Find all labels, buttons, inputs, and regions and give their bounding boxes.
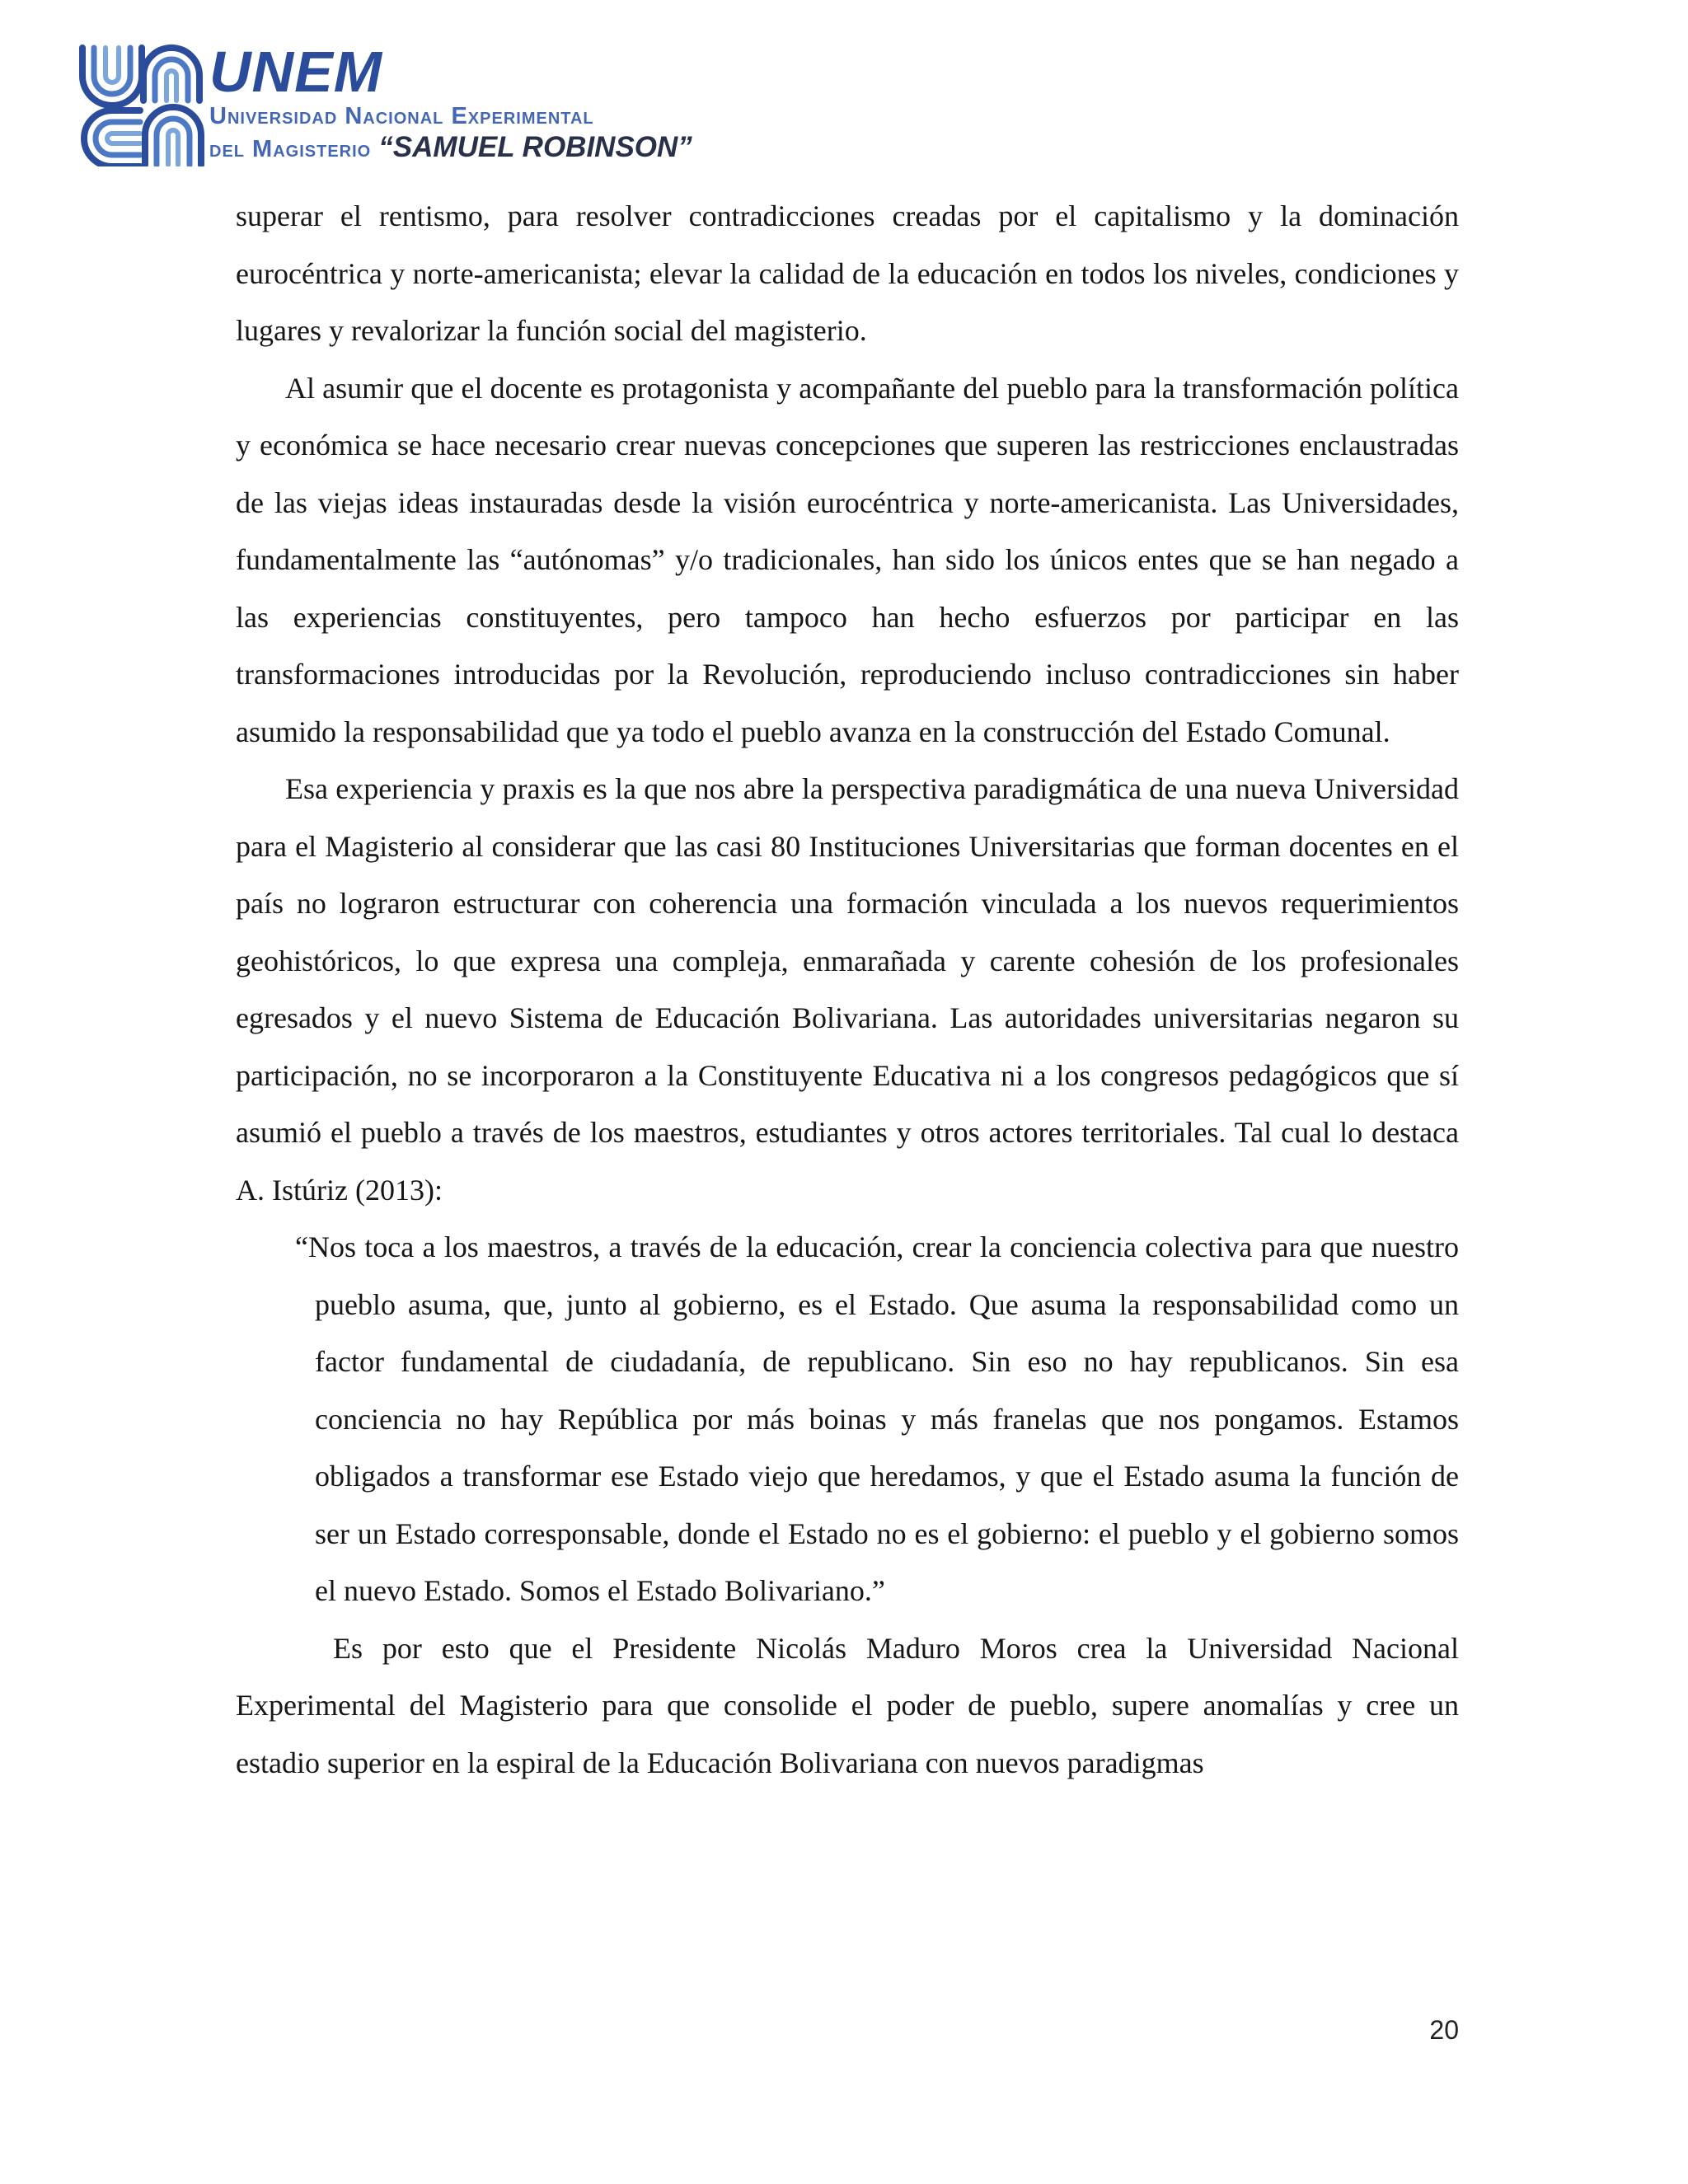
logo-university-subname bbox=[209, 132, 704, 165]
page-number: 20 bbox=[1429, 2015, 1459, 2045]
unem-logo-icon bbox=[76, 43, 208, 166]
paragraph-docente: Al asumir que el docente es protagonista y acompañante del pueblo para la transformación política y económica se hace necesario crear nuevas concepciones que superen las restricciones enclaustradas de las viejas ideas instauradas desde la visión eurocéntrica y norte-americanista. Las Universidades, fundamentalmente las “autónomas” y/o tradicionales, han sido los únicos entes que se han negado a las experiencias constituyentes, pero tampoco han hecho esfuerzos por participar en las transformaciones introducidas por la Revolución, reproduciendo incluso contradicciones sin haber asumido la responsabilidad que ya todo el pueblo avanza en la construcción del Estado Comunal. bbox=[236, 371, 1459, 748]
block-quote: “Nos toca a los maestros, a través de la educación, crear la conciencia colectiva para que nuestro pueblo asuma, que, junto al gobierno, es el Estado. Que asuma la responsabilidad como un factor fundamental de ciudadanía, de republicano. Sin eso no hay republicanos. Sin esa conciencia no hay República por más boinas y más franelas que nos pongamos. Estamos obligados a transformar ese Estado viejo que heredamos, y que el Estado asuma la función de ser un Estado corresponsable, donde el Estado no es el gobierno: el pueblo y el gobierno somos el nuevo Estado. Somos el Estado Bolivariano.” bbox=[295, 1230, 1459, 1607]
document-body bbox=[236, 188, 1459, 1792]
logo-acronym: UNEM bbox=[209, 40, 383, 104]
logo-prefix: del Magisterio bbox=[209, 136, 372, 162]
paragraph-presidente: Es por esto que el Presidente Nicolás Maduro Moros crea la Universidad Nacional Experimental del Magisterio para que consolide el poder de pueblo, supere anomalías y cree un estadio superior en la espiral de la Educación Bolivariana con nuevos paradigmas bbox=[236, 1631, 1459, 1779]
logo-robinson: “SAMUEL ROBINSON” bbox=[378, 131, 692, 163]
logo-wordmark bbox=[209, 40, 704, 165]
paragraph-experiencia: Esa experiencia y praxis es la que nos abre la perspectiva paradigmática de una nueva Universidad para el Magisterio al considerar que las casi 80 Instituciones Universitarias que forman docentes en el país no lograron estructurar con coherencia una formación vinculada a los nuevos requerimientos geohistóricos, lo que expresa una compleja, enmarañada y carente cohesión de los profesionales egresados y el nuevo Sistema de Educación Bolivariana. Las autoridades universitarias negaron su participación, no se incorporaron a la Constituyente Educativa ni a los congresos pedagógicos que sí asumió el pueblo a través de los maestros, estudiantes y otros actores territoriales. Tal cual lo destaca A. Istúriz (2013): bbox=[236, 772, 1459, 1207]
paragraph-continuation: superar el rentismo, para resolver contradicciones creadas por el capitalismo y la dominación eurocéntrica y norte-americanista; elevar la calidad de la educación en todos los niveles, condiciones y lugares y revalorizar la función social del magisterio. bbox=[236, 199, 1459, 347]
page-header bbox=[76, 40, 692, 175]
logo-university-name: Universidad Nacional Experimental bbox=[209, 103, 594, 129]
